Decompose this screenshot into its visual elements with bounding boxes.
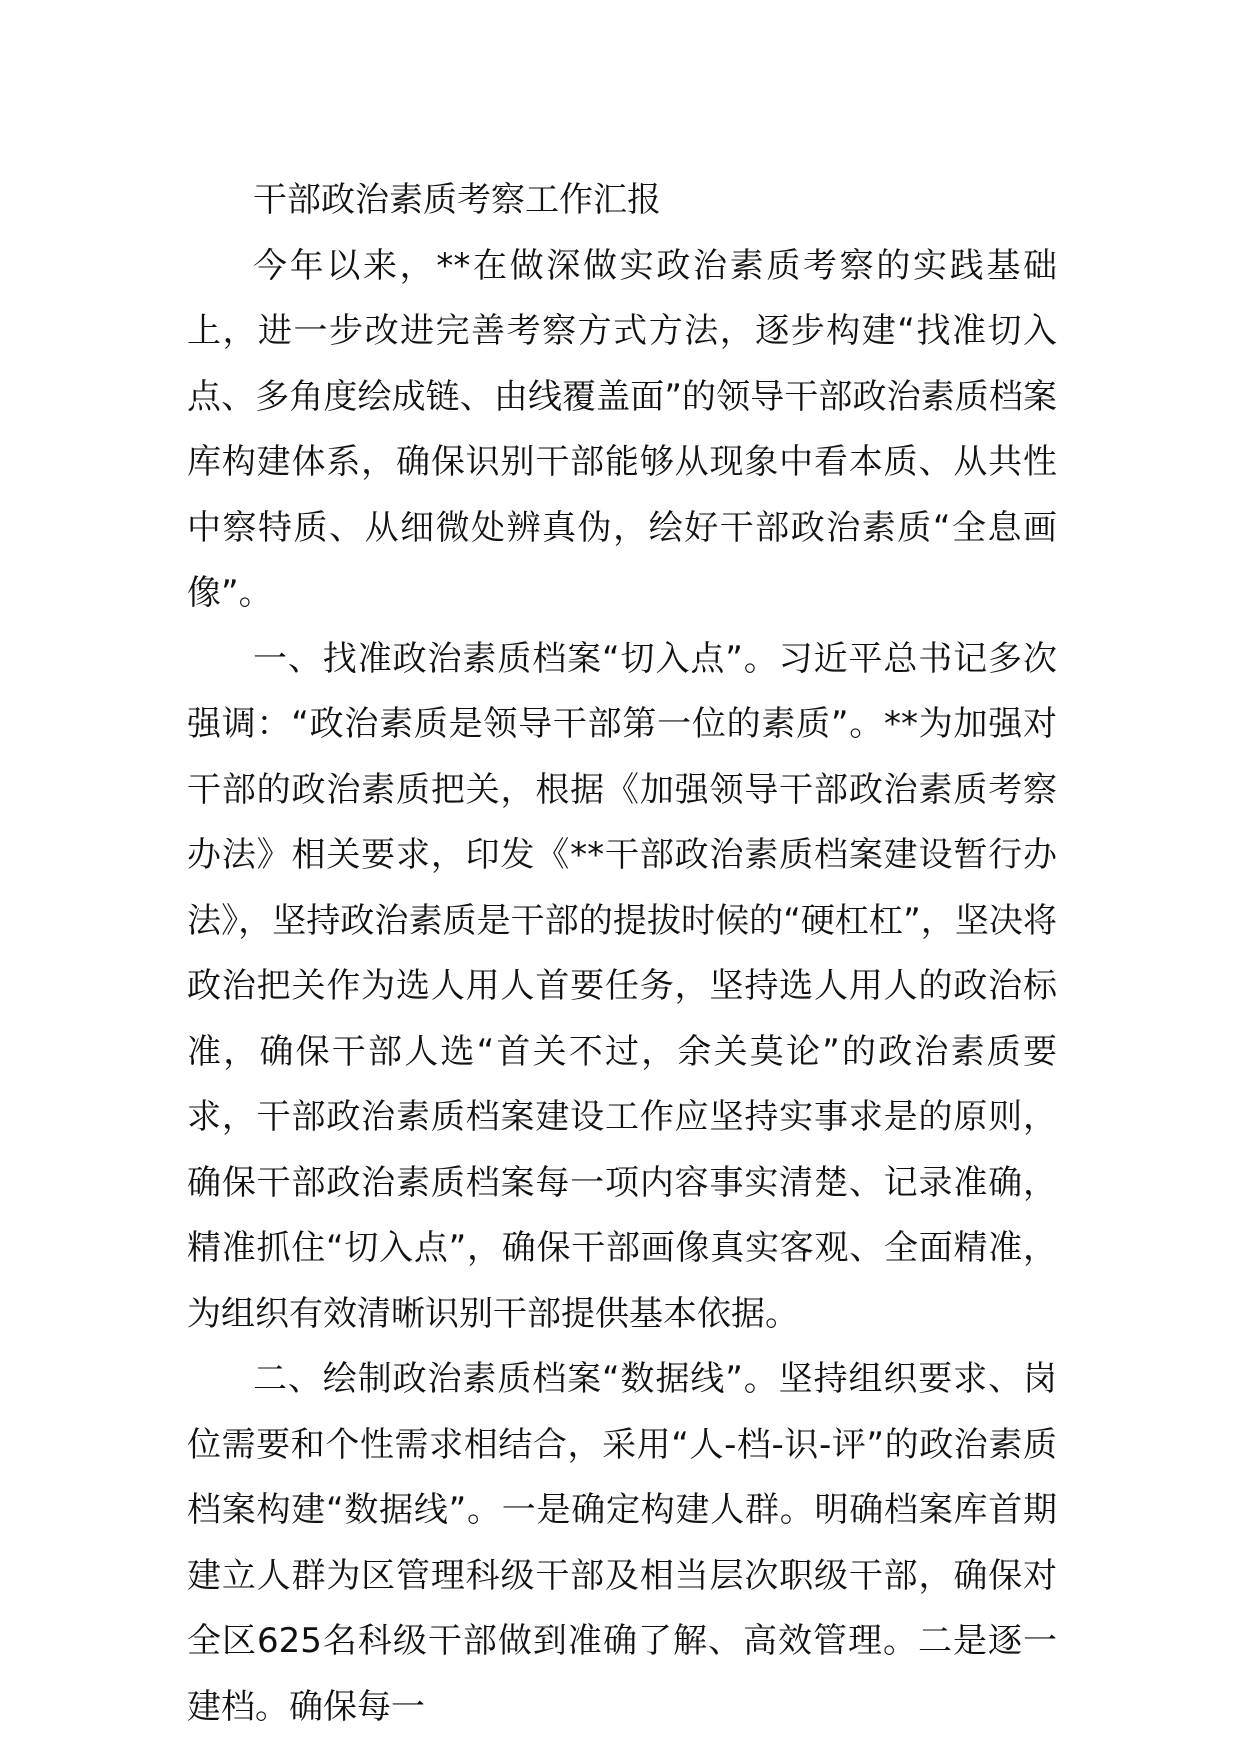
paragraph-intro: 今年以来，**在做深做实政治素质考察的实践基础上，进一步改进完善考察方式方法，逐步构建“找准切入点、多角度绘成链、由线覆盖面”的领导干部政治素质档案库构建体系，确保识别干部能够从现象中看本质、从共性中察特质、从细微处辨真伪，绘好干部政治素质“全息画像”。 [187,245,1057,613]
document-body [187,168,1057,1740]
paragraph-section-two: 二、绘制政治素质档案“数据线”。坚持组织要求、岗位需要和个性需求相结合，采用“人-档-识-评”的政治素质档案构建“数据线”。一是确定构建人群。明确档案库首期建立人群为区管理科级干部及相当层次职级干部，确保对全区625名科级干部做到准确了解、高效管理。二是逐一建档。确保每一 [187,1359,1057,1727]
document-title: 干部政治素质考察工作汇报 [253,180,661,220]
paragraph-section-one: 一、找准政治素质档案“切入点”。习近平总书记多次强调：“政治素质是领导干部第一位的素质”。**为加强对干部的政治素质把关，根据《加强领导干部政治素质考察办法》相关要求，印发《**干部政治素质档案建设暂行办法》，坚持政治素质是干部的提拔时候的“硬杠杠”，坚决将政治把关作为选人用人首要任务，坚持选人用人的政治标准，确保干部人选“首关不过，余关莫论”的政治素质要求，干部政治素质档案建设工作应坚持实事求是的原则，确保干部政治素质档案每一项内容事实清楚、记录准确，精准抓住“切入点”，确保干部画像真实客观、全面精准，为组织有效清晰识别干部提供基本依据。 [187,638,1057,1334]
